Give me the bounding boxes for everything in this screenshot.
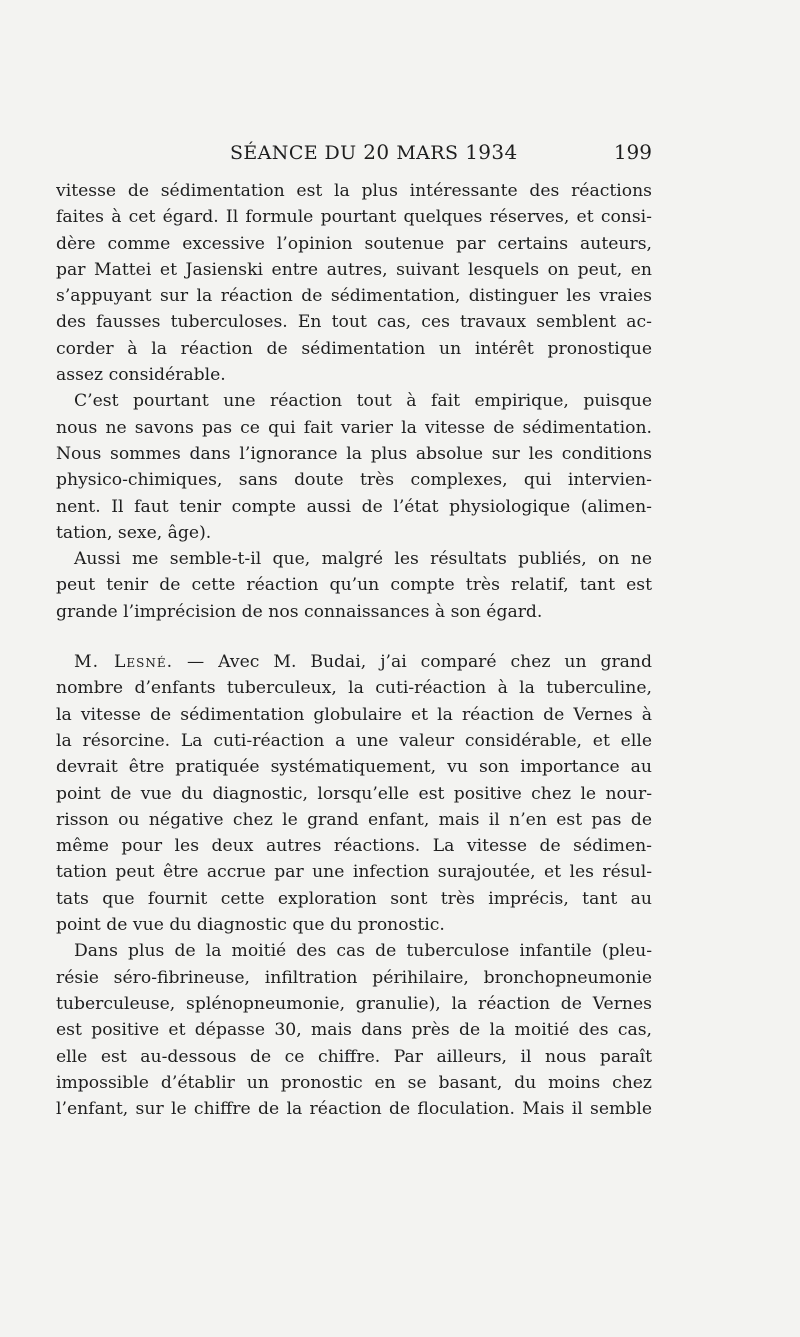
paragraph-3: [56, 546, 652, 625]
running-header: [0, 140, 800, 172]
speaker-line-rest: — Avec M. Budai, j’ai comparé chez un grand: [173, 652, 652, 673]
text-line: physico-chimiques, sans doute très complexes, qui intervien-: [56, 470, 652, 491]
text-line: même pour les deux autres réactions. La vitesse de sédimen-: [56, 836, 652, 857]
page-number: 199: [613, 140, 652, 164]
speaker-name: M. Lesné.: [74, 652, 174, 673]
text-line: tation peut être accrue par une infection surajoutée, et les résul-: [56, 862, 652, 883]
text-line: résie séro-fibrineuse, infiltration périhilaire, bronchopneumonie: [56, 967, 652, 988]
text-line: point de vue du diagnostic que du pronostic.: [56, 915, 445, 936]
text-line: C’est pourtant une réaction tout à fait empirique, puisque: [74, 391, 652, 412]
text-line: l’enfant, sur le chiffre de la réaction de floculation. Mais il semble: [56, 1099, 652, 1120]
text-line: Nous sommes dans l’ignorance la plus absolue sur les conditions: [56, 443, 652, 464]
text-line: tation, sexe, âge).: [56, 522, 212, 543]
text-line: la résorcine. La cuti-réaction a une valeur considérable, et elle: [56, 730, 652, 751]
text-line: dère comme excessive l’opinion soutenue par certains auteurs,: [56, 233, 652, 254]
header-title-month: MARS: [396, 142, 459, 164]
text-line: tuberculeuse, splénopneumonie, granulie), la réaction de Vernes: [56, 993, 652, 1014]
text-line: la vitesse de sédimentation globulaire et la réaction de Vernes à: [56, 704, 652, 725]
text-line: faites à cet égard. Il formule pourtant quelques réserves, et consi-: [56, 207, 652, 228]
text-line: tats que fournit cette exploration sont très imprécis, tant au: [56, 888, 652, 909]
text-line: [56, 649, 652, 675]
text-line: des fausses tuberculoses. En tout cas, ces travaux semblent ac-: [56, 312, 652, 333]
text-line: corder à la réaction de sédimentation un intérêt pronostique: [56, 338, 652, 359]
paragraph-5: [56, 938, 652, 1122]
header-title-year: 1934: [465, 140, 518, 164]
paragraph-2: [56, 388, 652, 546]
section-gap: [56, 625, 652, 649]
text-line: nombre d’enfants tuberculeux, la cuti-réaction à la tuberculine,: [56, 678, 652, 699]
text-line: grande l’imprécision de nos connaissances à son égard.: [56, 601, 543, 622]
text-line: nent. Il faut tenir compte aussi de l’état physiologique (alimen-: [56, 496, 652, 517]
paragraph-lesne: [56, 649, 652, 938]
text-line: est positive et dépasse 30, mais dans près de la moitié des cas,: [56, 1020, 652, 1041]
text-line: devrait être pratiquée systématiquement, vu son importance au: [56, 757, 652, 778]
header-title-day: 20: [363, 140, 390, 164]
text-line: elle est au-dessous de ce chiffre. Par ailleurs, il nous paraît: [56, 1046, 652, 1067]
text-line: Dans plus de la moitié des cas de tuberculose infantile (pleu-: [74, 941, 652, 962]
text-line: vitesse de sédimentation est la plus intéressante des réactions: [56, 181, 652, 201]
text-line: impossible d’établir un pronostic en se basant, du moins chez: [56, 1072, 652, 1093]
text-line: assez considérable.: [56, 365, 226, 386]
text-line: par Mattei et Jasienski entre autres, suivant lesquels on peut, en: [56, 259, 652, 280]
text-line: point de vue du diagnostic, lorsqu’elle est positive chez le nour-: [56, 783, 652, 804]
text-line: risson ou négative chez le grand enfant, mais il n’en est pas de: [56, 809, 652, 830]
text-line: s’appuyant sur la réaction de sédimentation, distinguer les vraies: [56, 286, 652, 307]
paragraph-1: [56, 178, 652, 388]
body-text: [56, 178, 652, 1122]
text-line: peut tenir de cette réaction qu’un compte très relatif, tant est: [56, 575, 652, 596]
header-title-prefix: SÉANCE DU: [230, 142, 357, 164]
header-title: [230, 140, 518, 164]
text-line: Aussi me semble-t-il que, malgré les résultats publiés, on ne: [74, 549, 652, 570]
text-line: nous ne savons pas ce qui fait varier la vitesse de sédimentation.: [56, 417, 652, 438]
